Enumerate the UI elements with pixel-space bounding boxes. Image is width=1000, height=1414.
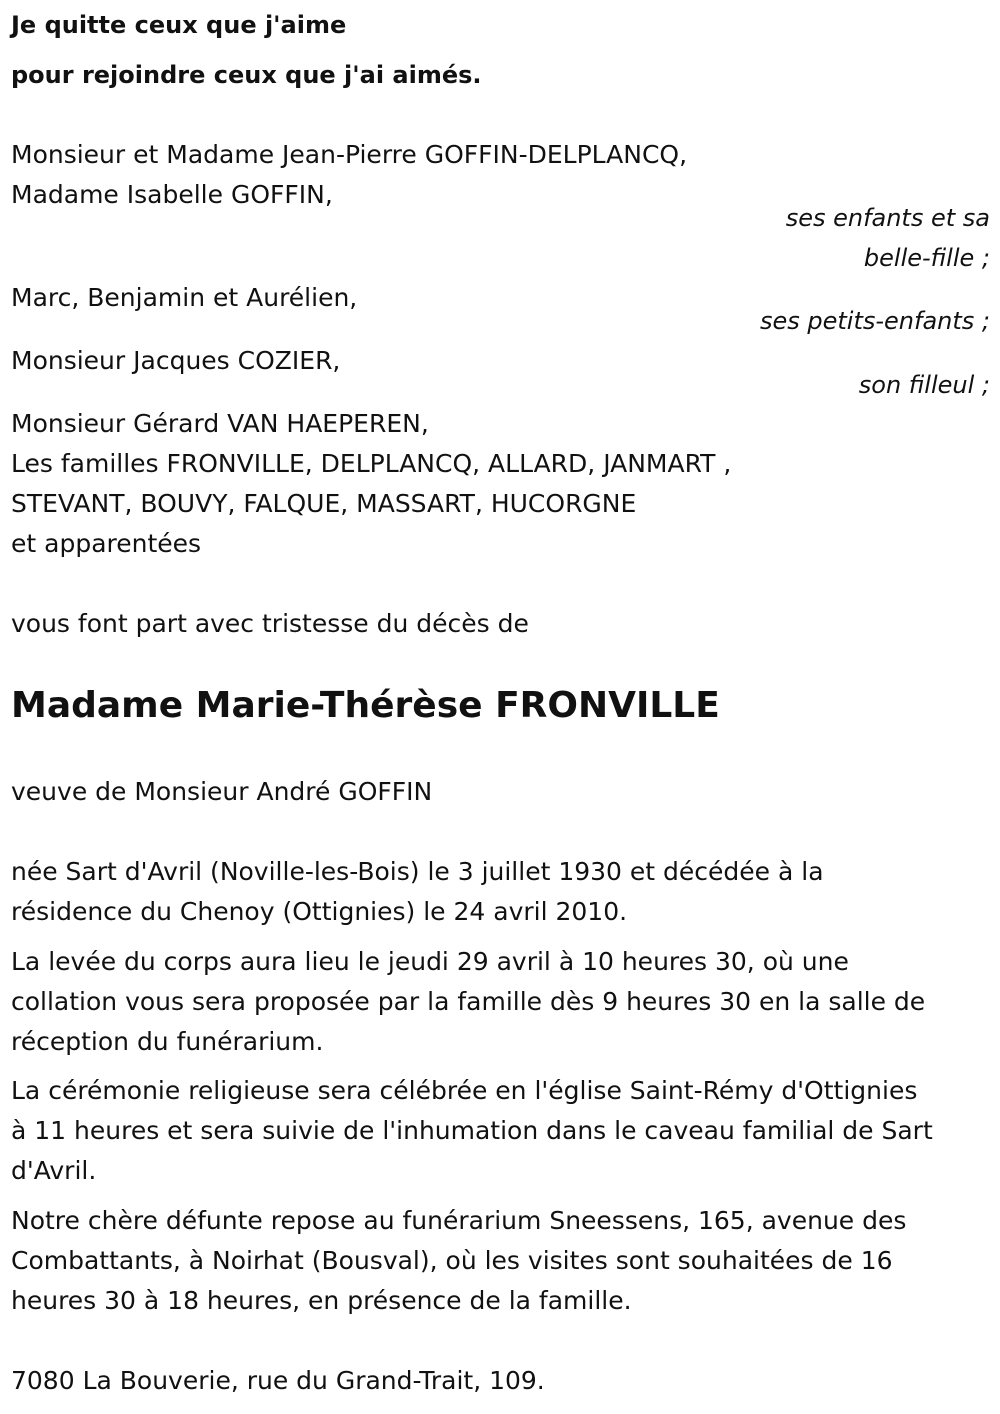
epigraph-line-1: Je quitte ceux que j'aime (11, 11, 347, 39)
deceased-name: Madame Marie-Thérèse FRONVILLE (11, 685, 720, 726)
ceremony-line-1: La cérémonie religieuse sera célébrée en l'église Saint-Rémy d'Ottignies (11, 1076, 918, 1105)
address: 7080 La Bouverie, rue du Grand-Trait, 109. (11, 1366, 545, 1395)
family-grandchildren-role: ses petits-enfants ; (759, 307, 990, 335)
announcement: vous font part avec tristesse du décès de (11, 609, 529, 638)
birth-death-line-2: résidence du Chenoy (Ottignies) le 24 avril 2010. (11, 897, 628, 926)
ceremony-line-3: d'Avril. (11, 1156, 97, 1185)
family-children-role-line-2: belle-fille ; (863, 244, 990, 272)
visits-line-1: Notre chère défunte repose au funérarium Sneessens, 165, avenue des (11, 1206, 907, 1235)
deceased-widow-of: veuve de Monsieur André GOFFIN (11, 777, 433, 806)
ceremony-line-2: à 11 heures et sera suivie de l'inhumation dans le caveau familial de Sart (11, 1116, 933, 1145)
family-children-name-1: Monsieur et Madame Jean-Pierre GOFFIN-DELPLANCQ, (11, 140, 688, 169)
family-children-role-line-1: ses enfants et sa (785, 204, 990, 232)
family-others-line-2: Les familles FRONVILLE, DELPLANCQ, ALLARD, JANMART , (11, 449, 732, 478)
epigraph-line-2: pour rejoindre ceux que j'ai aimés. (11, 61, 482, 89)
family-godson-role: son filleul ; (858, 371, 990, 399)
visits-line-3: heures 30 à 18 heures, en présence de la famille. (11, 1286, 632, 1315)
family-others-line-3: STEVANT, BOUVY, FALQUE, MASSART, HUCORGNE (11, 489, 637, 518)
visits-line-2: Combattants, à Noirhat (Bousval), où les visites sont souhaitées de 16 (11, 1246, 893, 1275)
family-others-line-4: et apparentées (11, 529, 202, 558)
family-godson-names: Monsieur Jacques COZIER, (11, 346, 341, 375)
levee-line-1: La levée du corps aura lieu le jeudi 29 avril à 10 heures 30, où une (11, 947, 849, 976)
levee-line-2: collation vous sera proposée par la famille dès 9 heures 30 en la salle de (11, 987, 926, 1016)
family-others-line-1: Monsieur Gérard VAN HAEPEREN, (11, 409, 429, 438)
birth-death-line-1: née Sart d'Avril (Noville-les-Bois) le 3 juillet 1930 et décédée à la (11, 857, 824, 886)
levee-line-3: réception du funérarium. (11, 1027, 324, 1056)
family-children-name-2: Madame Isabelle GOFFIN, (11, 180, 333, 209)
family-grandchildren-names: Marc, Benjamin et Aurélien, (11, 283, 358, 312)
